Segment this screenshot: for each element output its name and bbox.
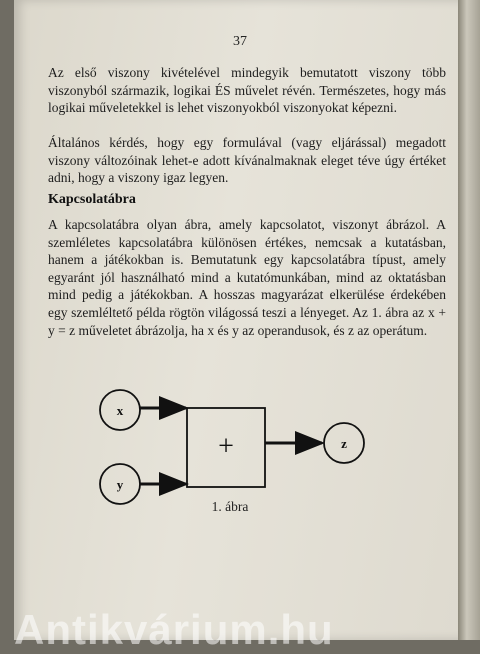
paragraph-2: Általános kérdés, hogy egy formulával (vagy eljárással) megadott viszony változóinak lehet-e adott kívánalmaknak eleget téve úgy értéket adni, hogy a viszony igaz legyen. <box>48 135 446 186</box>
watermark: Antikvárium.hu <box>14 606 334 653</box>
operator-symbol: + <box>218 431 234 462</box>
figure-1-diagram <box>14 0 466 640</box>
page-edge <box>458 0 480 640</box>
book-page <box>14 0 466 640</box>
section-paragraph: A kapcsolatábra olyan ábra, amely kapcsolatot, viszonyt ábrázol. A szemléletes kapcsolatábra különösen értékes, nemcsak a kutatásban, hanem a játékokban is. Bemutatunk egy kapcsolatábra típust, amely egyaránt jól használható mind a kutatómunkában, mind az oktatásban mind pedig a játékokban. A hosszas magyarázat elkerülése érdekében egy szemléltető példa rögtön világossá teszi a lényeget. Az 1. ábra az x + y = z műveletet ábrázolja, ha x és y az operandusok, és z az operátum. <box>48 217 446 338</box>
output-z-label: z <box>341 436 347 451</box>
page-number: 37 <box>233 34 247 49</box>
figure-caption: 1. ábra <box>211 499 249 514</box>
input-y-label: y <box>116 477 124 492</box>
paragraph-1: Az első viszony kivételével mindegyik bemutatott viszony több viszonyból származik, logikai ÉS művelet révén. Természetes, hogy más logikai műveletekkel is lehet viszonyokból viszonyokat képezni. <box>48 65 446 116</box>
input-x-label: x <box>116 403 124 418</box>
section-heading: Kapcsolatábra <box>48 192 136 207</box>
